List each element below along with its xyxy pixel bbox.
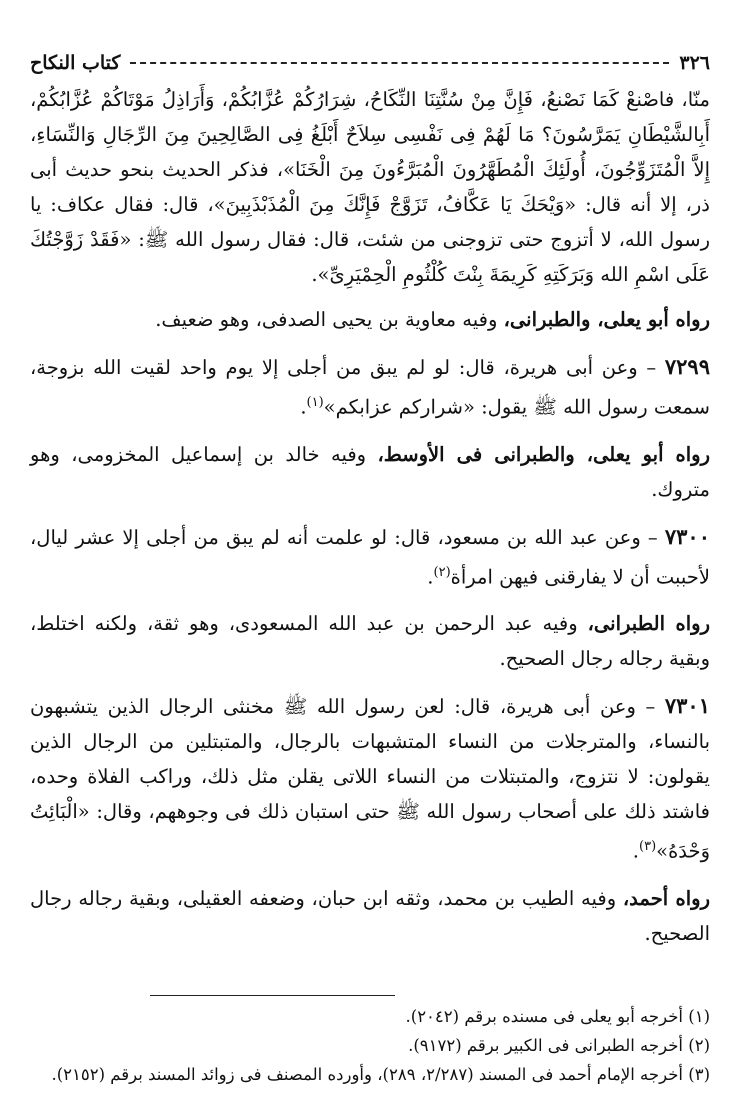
hadith-7300-number: ٧٣٠٠ — [664, 523, 710, 549]
hadith-7299-text: – وعن أبى هريرة، قال: لو لم يبق من أجلى إلا يوم واحد لقيت الله بزوجة، سمعت رسول الله ﷺ يقول: «شراركم عزابكم» — [30, 356, 710, 419]
page-header — [30, 52, 710, 74]
takhrij-7301-text: وفيه الطيب بن محمد، وثقه ابن حبان، وضعفه العقيلى، وبقية رجاله رجال الصحيح. — [30, 886, 710, 945]
takhrij-7299 — [30, 437, 710, 507]
takhrij-7299-text: وفيه خالد بن إسماعيل المخزومى، وهو متروك. — [30, 442, 710, 501]
takhrij-7298-sources: رواه أبو يعلى، والطبرانى، — [503, 308, 710, 331]
book-title: كتاب النكاح — [30, 52, 121, 74]
hadith-7299-number: ٧٢٩٩ — [664, 354, 710, 379]
footnote-ref-1[interactable]: (١) — [306, 395, 324, 410]
hadith-7300 — [30, 519, 710, 595]
header-divider — [130, 62, 669, 64]
takhrij-7298-text: وفيه معاوية بن يحيى الصدفى، وهو ضعيف. — [155, 308, 504, 331]
footnote-ref-2[interactable]: (٢) — [433, 564, 451, 580]
hadith-7298-continuation — [30, 82, 710, 292]
footnote-1: (١) أخرجه أبو يعلى فى مسنده برقم (٢٠٤٢). — [405, 1006, 710, 1026]
page-number: ٣٢٦ — [679, 52, 710, 74]
takhrij-7301-sources: رواه أحمد، — [622, 886, 710, 910]
footnote-3: (٣) أخرجه الإمام أحمد فى المسند (٢/٢٨٧، ٢٨٩)، وأورده المصنف فى زوائد المسند برقم (٢١٥٢). — [51, 1064, 710, 1084]
hadith-7300-end: . — [427, 565, 434, 588]
hadith-7298-text: منّا، فاصْنعْ كَمَا نَصْنعُ، فَإِنَّ مِنْ سُنَّتِنَا النِّكَاحُ، شِرَارُكُمْ عُزَّابُكُمْ، وَأَرَاذِلُ مَوْتَاكُمْ عُزَّابُكُمْ، أَبِالشَّيْطَانِ يَمَرَّسُونَ؟ مَا لَهُمْ فِى نَفْسِى سِلاَحٌ أَبْلَغُ فِى الصَّالِحِينَ مِنَ الرِّجَالِ وَالنِّسَاءِ، إِلاَّ الْمُتَزَوِّجُونَ، أُولَئِكَ الْمُطَهَّرُونَ الْمُبَرَّءُونَ مِنَ الْخَنَا»، فذكر الحديث بنحو حديث أبى ذر، إلا أنه قال: «وَيْحَكَ يَا عَكَّافُ، تَزَوَّجْ فَإِنَّكَ مِنَ الْمُذَبْذَبِينَ»، قال: فقال عكاف: يا رسول الله، لا أتزوج حتى تزوجنى من شئت، قال: فقال رسول الله ﷺ: «فَقَدْ زَوَّجْتُكَ عَلَى اسْمِ الله وَبَرَكَتِهِ كَرِيمَةَ بِنْتَ كُلْثُومِ الْحِمْيَرِىِّ». — [30, 88, 710, 286]
hadith-7301-end: . — [632, 839, 639, 863]
footnote-divider — [150, 995, 395, 996]
takhrij-7301 — [30, 881, 710, 951]
takhrij-7300 — [30, 606, 710, 676]
footnote-2: (٢) أخرجه الطبرانى فى الكبير برقم (٩١٧٢). — [408, 1035, 710, 1055]
takhrij-7300-sources: رواه الطبرانى، — [587, 612, 710, 635]
hadith-7300-text: – وعن عبد الله بن مسعود، قال: لو علمت أنه لم يبق من أجلى إلا عشر ليال، لأحببت أن لا يفارقنى فيهن امرأة — [30, 525, 710, 588]
hadith-7301-text: – وعن أبى هريرة، قال: لعن رسول الله ﷺ مخنثى الرجال الذين يتشبهون بالنساء، والمترجلات من النساء المتشبهات بالرجال، والمتبتلين من الرجال الذين يقولون: لا نتزوج، والمتبتلات من النساء اللاتى يقلن مثل ذلك، وراكب الفلاة وحده، فاشتد ذلك على أصحاب رسول الله ﷺ حتى استبان ذلك فى وجوههم، وقال: «الْبَائِتُ وَحْدَهُ» — [30, 695, 710, 863]
takhrij-7298 — [30, 302, 710, 337]
takhrij-7299-sources: رواه أبو يعلى، والطبرانى فى الأوسط، — [377, 442, 710, 466]
hadith-7299-end: . — [300, 395, 307, 419]
takhrij-7300-text: وفيه عبد الرحمن بن عبد الله المسعودى، وهو ثقة، ولكنه اختلط، وبقية رجاله رجال الصحيح. — [30, 612, 710, 670]
hadith-7299 — [30, 349, 710, 425]
footnote-ref-3[interactable]: (٣) — [639, 839, 657, 854]
hadith-7301 — [30, 688, 710, 869]
hadith-7301-number: ٧٣٠١ — [664, 693, 710, 718]
